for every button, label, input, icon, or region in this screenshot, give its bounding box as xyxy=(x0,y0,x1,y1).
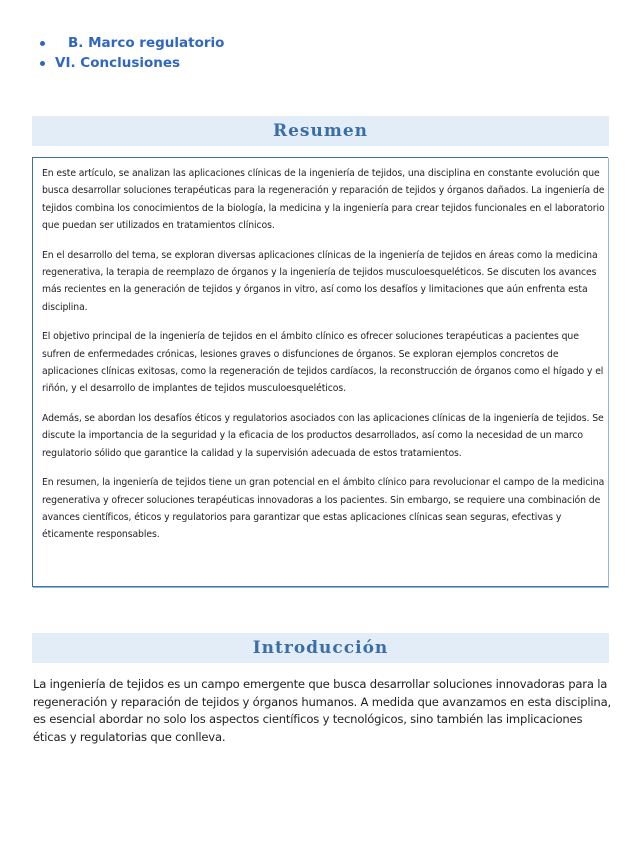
abstract-paragraph: Además, se abordan los desafíos éticos y regulatorios asociados con las aplicaciones clínicas de la ingeniería de tejidos. Se discute la importancia de la seguridad y la eficacia de los productos desarrollados, así como la necesidad de un marco regulatorio sólido que garantice la calidad y la supervisión adecuada de estos tratamientos. xyxy=(42,412,604,459)
bullet-icon xyxy=(40,61,45,66)
abstract-paragraph: En el desarrollo del tema, se exploran diversas aplicaciones clínicas de la ingeniería de tejidos en áreas como la medicina regenerativa, la terapia de reemplazo de órganos y la ingeniería de tejidos musculoesqueléticos. Se discuten los avances más recientes en la generación de tejidos y órganos in vitro, así como los desafíos y limitaciones que aún enfrenta esta disciplina. xyxy=(42,249,598,313)
abstract-heading: Resumen xyxy=(32,116,609,146)
abstract-box xyxy=(32,157,608,587)
toc-item-label: VI. Conclusiones xyxy=(55,55,181,71)
bullet-icon xyxy=(40,41,45,46)
abstract-paragraph: En este artículo, se analizan las aplicaciones clínicas de la ingeniería de tejidos, una disciplina en constante evolución que busca desarrollar soluciones terapéuticas para la regeneración y reparación de tejidos y órganos dañados. La ingeniería de tejidos combina los conocimientos de la biología, la medicina y la ingeniería para crear tejidos funcionales en el laboratorio que puedan ser utilizados en tratamientos clínicos. xyxy=(42,168,605,232)
abstract-paragraph: En resumen, la ingeniería de tejidos tiene un gran potencial en el ámbito clínico para revolucionar el campo de la medicina regenerativa y ofrecer soluciones terapéuticas innovadoras a los pacientes. Sin embargo, se requiere una combinación de avances científicos, éticos y regulatorios para garantizar que estas aplicaciones clínicas sean seguras, efectivas y éticamente responsables. xyxy=(42,477,605,541)
toc-item-marco-regulatorio[interactable] xyxy=(40,33,224,53)
toc-item-conclusiones[interactable] xyxy=(40,53,224,73)
introduction-text: La ingeniería de tejidos es un campo emergente que busca desarrollar soluciones innovadoras para la regeneración y reparación de tejidos y órganos humanos. A medida que avanzamos en esta disciplina, es esencial abordar no solo los aspectos científicos y tecnológicos, sino también las implicaciones éticas y regulatorias que conlleva. xyxy=(33,677,611,744)
abstract-paragraph: El objetivo principal de la ingeniería de tejidos en el ámbito clínico es ofrecer soluciones terapéuticas a pacientes que sufren de enfermedades crónicas, lesiones graves o disfunciones de órganos. Se exploran ejemplos concretos de aplicaciones clínicas exitosas, como la regeneración de tejidos cardíacos, la reconstrucción de órganos como el hígado y el riñón, y el desarrollo de implantes de tejidos musculoesqueléticos. xyxy=(42,331,604,395)
table-of-contents xyxy=(40,33,224,73)
toc-item-label: B. Marco regulatorio xyxy=(68,35,225,51)
introduction-heading: Introducción xyxy=(32,633,609,663)
